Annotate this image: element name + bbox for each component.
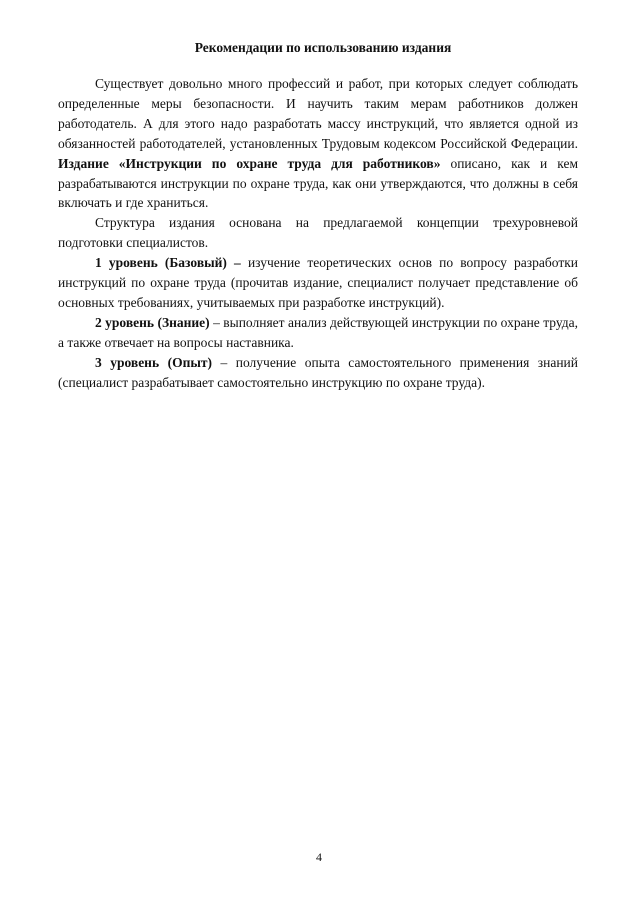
level-3-label: 3 уровень (Опыт) — [95, 354, 213, 370]
edition-title-bold: Издание «Инструкции по охране труда для работников» — [58, 155, 441, 171]
page-number: 4 — [316, 850, 322, 864]
document-page — [58, 38, 578, 393]
document-title: Рекомендации по использованию издания — [194, 40, 452, 55]
level-1-text: изучение теоретических основ по вопросу разработки инструкций по охране труда (прочитав издание, специалист получает представление об основных требованиях, учитываемых при разработке инструкций). — [58, 255, 579, 310]
structure-text: Структура издания основана на предлагаемой концепции трехуровневой подготовки специалистов. — [58, 215, 578, 251]
level-1-label: 1 уровень (Базовый) – — [95, 255, 241, 271]
structure-paragraph — [58, 213, 578, 253]
level-2-label: 2 уровень (Знание) — [95, 314, 210, 330]
level-1-paragraph — [58, 253, 578, 313]
intro-text-start: Существует довольно много профессий и работ, при которых следует соблюдать определенные меры безопасности. И научить таким мерам работников должен работодатель. А для этого надо разработать массу инструкций, что является одной из обязанностей работодателей, установленных Трудовым кодексом Российской Федерации. — [58, 76, 578, 151]
level-3-text: – получение опыта самостоятельного применения знаний (специалист разрабатывает самостоятельно инструкцию по охране труда). — [58, 354, 578, 390]
intro-paragraph — [58, 74, 578, 213]
level-3-paragraph — [58, 353, 578, 393]
level-2-text: – выполняет анализ действующей инструкции по охране труда, а также отвечает на вопросы наставника. — [58, 314, 578, 350]
level-2-paragraph — [58, 313, 578, 353]
intro-text-end: описано, как и кем разрабатываются инструкции по охране труда, как они утверждаются, что должны в себя включать и где храниться. — [58, 155, 579, 211]
